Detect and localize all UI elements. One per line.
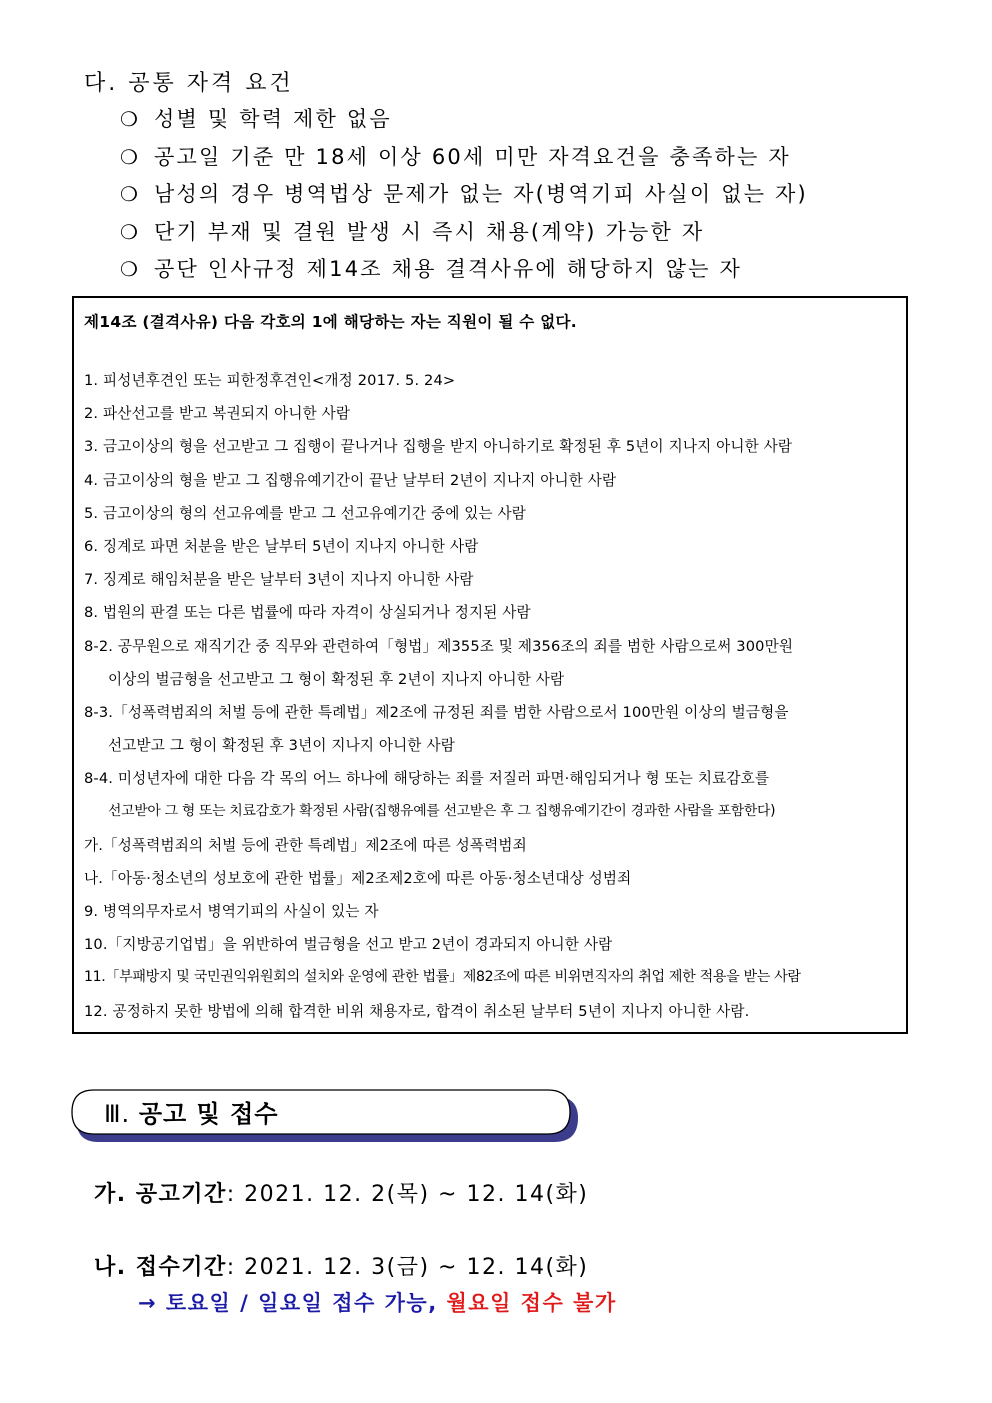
rule-line: 9. 병역의무자로서 병역기피의 사실이 있는 자 xyxy=(84,903,379,920)
rule-line: 가.「성폭력범죄의 처벌 등에 관한 특례법」제2조에 따른 성폭력범죄 xyxy=(84,836,527,854)
notice-period-value: : 2021. 12. 2(목) ~ 12. 14(화) xyxy=(226,1182,589,1207)
list-item-text: 공단 인사규정 제14조 채용 결격사유에 해당하지 않는 자 xyxy=(154,257,742,281)
rule-line: 4. 금고이상의 형을 받고 그 집행유예기간이 끝난 날부터 2년이 지나지 아니한 사람 xyxy=(84,471,617,489)
notice-period-row xyxy=(94,1177,588,1208)
list-item xyxy=(120,217,808,255)
rule-line-continuation: 선고받고 그 형이 확정된 후 3년이 지나지 아니한 사람 xyxy=(108,737,455,755)
rule-line: 8-4. 미성년자에 대한 다음 각 목의 어느 하나에 해당하는 죄를 저질러 파면·해임되거나 형 또는 치료감호를 xyxy=(84,770,770,788)
rule-line: 8-3.「성폭력범죄의 처벌 등에 관한 특례법」제2조에 규정된 죄를 범한 사람으로서 100만원 이상의 벌금형을 xyxy=(84,703,789,721)
list-item-text: 단기 부재 및 결원 발생 시 즉시 채용(계약) 가능한 자 xyxy=(154,219,705,244)
rule-line: 7. 징계로 해임처분을 받은 날부터 3년이 지나지 아니한 사람 xyxy=(84,571,474,589)
rule-list xyxy=(84,364,801,1028)
section-title-text: 공고 및 접수 xyxy=(138,1100,279,1128)
receipt-note xyxy=(138,1287,617,1317)
arrow-right-icon: → xyxy=(138,1291,158,1315)
receipt-allowed-text: 토요일 / 일요일 접수 가능, xyxy=(165,1291,438,1315)
list-item xyxy=(120,104,808,142)
receipt-not-allowed-text: 월요일 접수 불가 xyxy=(446,1291,617,1315)
rule-line: 8-2. 공무원으로 재직기간 중 직무와 관련하여「형법」제355조 및 제356조의 죄를 범한 사람으로써 300만원 xyxy=(84,637,794,655)
circle-bullet-icon: ❍ xyxy=(120,182,138,206)
rule-line: 1. 피성년후견인 또는 피한정후견인<개정 2017. 5. 24> xyxy=(84,372,456,389)
rule-line: 나.「아동·청소년의 성보호에 관한 법률」제2조제2호에 따른 아동·청소년대상 성범죄 xyxy=(84,869,632,887)
circle-bullet-icon: ❍ xyxy=(120,144,138,169)
list-item-text: 남성의 경우 병역법상 문제가 없는 자(병역기피 사실이 없는 자) xyxy=(154,182,808,206)
rule-line: 8. 법원의 판결 또는 다른 법률에 따라 자격이 상실되거나 정지된 사람 xyxy=(84,604,531,622)
list-item-text: 성별 및 학력 제한 없음 xyxy=(154,107,392,131)
rule-line-continuation: 이상의 벌금형을 선고받고 그 형이 확정된 후 2년이 지나지 아니한 사람 xyxy=(108,670,565,688)
list-item xyxy=(120,254,808,292)
circle-bullet-icon: ❍ xyxy=(120,107,138,131)
receipt-period-label: 나. 접수기간 xyxy=(94,1255,227,1280)
circle-bullet-icon: ❍ xyxy=(120,257,138,281)
rule-line-continuation: 선고받아 그 형 또는 치료감호가 확정된 사람(집행유예를 선고받은 후 그 집행유예기간이 경과한 사람을 포함한다) xyxy=(108,803,776,820)
qualification-heading: 다. 공통 자격 요건 xyxy=(84,71,294,96)
rule-line: 5. 금고이상의 형의 선고유예를 받고 그 선고유예기간 중에 있는 사람 xyxy=(84,504,527,522)
notice-period-label: 가. 공고기간 xyxy=(94,1182,227,1207)
circle-bullet-icon: ❍ xyxy=(120,219,138,244)
list-item xyxy=(120,179,808,217)
rule-line: 12. 공정하지 못한 방법에 의해 합격한 비위 채용자로, 합격이 취소된 날부터 5년이 지나지 아니한 사람. xyxy=(84,1002,750,1020)
disqualification-rule-box xyxy=(72,296,908,1034)
section-number: Ⅲ. xyxy=(104,1100,131,1128)
list-item-text: 공고일 기준 만 18세 이상 60세 미만 자격요건을 충족하는 자 xyxy=(154,144,791,169)
rule-title: 제14조 (결격사유) 다음 각호의 1에 해당하는 자는 직원이 될 수 없다. xyxy=(84,313,577,331)
qualification-list xyxy=(120,104,808,292)
rule-line: 6. 징계로 파면 처분을 받은 날부터 5년이 지나지 아니한 사람 xyxy=(84,537,479,555)
receipt-period-row xyxy=(94,1250,588,1281)
receipt-period-value: : 2021. 12. 3(금) ~ 12. 14(화) xyxy=(226,1255,589,1280)
section-title xyxy=(104,1094,278,1129)
rule-line: 2. 파산선고를 받고 복권되지 아니한 사람 xyxy=(84,405,351,423)
rule-line: 10.「지방공기업법」을 위반하여 벌금형을 선고 받고 2년이 경과되지 아니한 사람 xyxy=(84,936,613,954)
rule-line: 3. 금고이상의 형을 선고받고 그 집행이 끝나거나 집행을 받지 아니하기로 확정된 후 5년이 지나지 아니한 사람 xyxy=(84,438,793,456)
list-item xyxy=(120,142,808,180)
rule-line: 11.「부패방지 및 국민권익위원회의 설치와 운영에 관한 법률」제82조에 따른 비위면직자의 취업 제한 적용을 받는 사람 xyxy=(84,969,801,986)
